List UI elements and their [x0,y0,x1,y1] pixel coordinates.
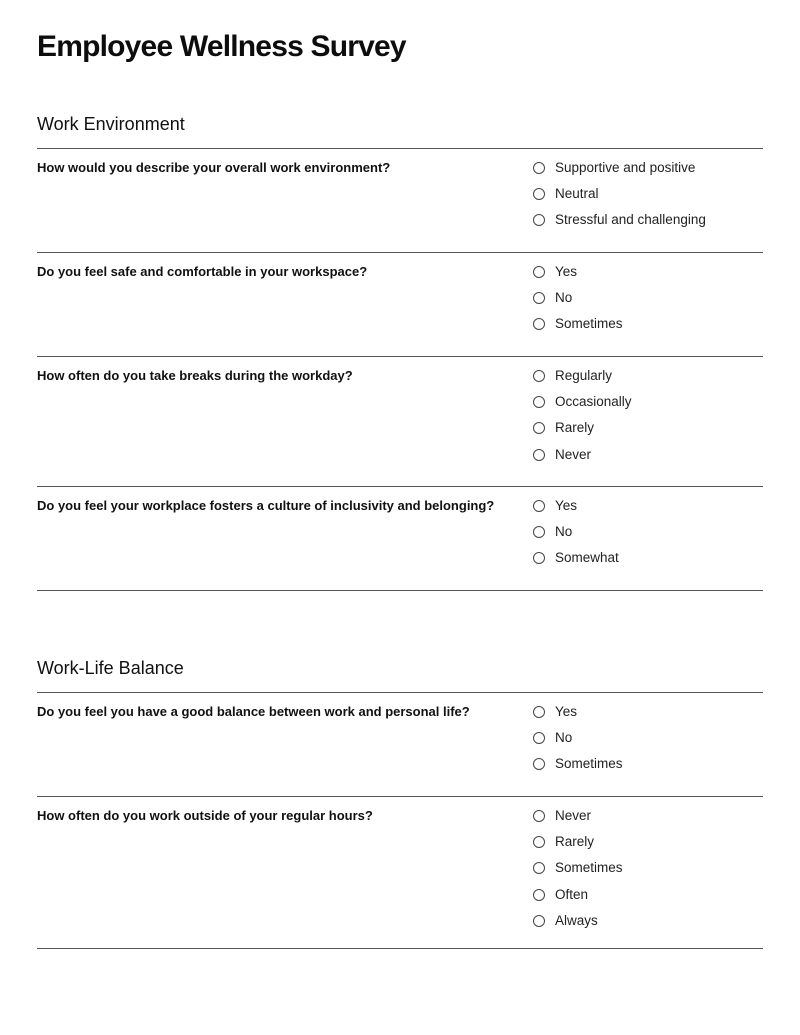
option-label: Often [555,886,589,902]
question-row [37,253,763,357]
option-label: Rarely [555,420,595,436]
radio-button[interactable] [533,810,545,822]
option-label: No [555,730,573,746]
radio-group [533,704,763,796]
radio-option[interactable] [533,207,763,233]
page-title: Employee Wellness Survey [37,30,406,63]
radio-group [533,160,763,252]
option-label: Occasionally [555,394,632,410]
radio-group [533,498,763,590]
radio-button[interactable] [533,162,545,174]
radio-option[interactable] [533,442,763,468]
radio-group [533,368,763,486]
option-label: Regularly [555,368,613,384]
radio-option[interactable] [533,415,763,441]
radio-option[interactable] [533,363,763,389]
radio-option[interactable] [533,493,763,519]
question-row [37,357,763,487]
radio-button[interactable] [533,449,545,461]
question-row [37,487,763,591]
question-row [37,149,763,253]
radio-option[interactable] [533,855,763,881]
radio-button[interactable] [533,526,545,538]
question-text: How would you describe your overall work environment? [37,160,391,175]
option-label: Never [555,446,592,462]
question-row [37,797,763,949]
option-label: Somewhat [555,550,619,566]
radio-option[interactable] [533,545,763,571]
option-label: Sometimes [555,316,623,332]
option-label: Yes [555,704,578,720]
option-label: No [555,290,573,306]
radio-button[interactable] [533,552,545,564]
radio-button[interactable] [533,862,545,874]
option-label: Rarely [555,834,595,850]
radio-button[interactable] [533,422,545,434]
option-label: Yes [555,264,578,280]
radio-button[interactable] [533,889,545,901]
radio-button[interactable] [533,706,545,718]
radio-group [533,808,763,948]
option-label: Neutral [555,186,599,202]
radio-option[interactable] [533,389,763,415]
radio-button[interactable] [533,266,545,278]
radio-button[interactable] [533,214,545,226]
radio-button[interactable] [533,318,545,330]
question-row [37,693,763,797]
radio-option[interactable] [533,181,763,207]
section-title: Work-Life Balance [37,658,184,678]
option-label: Always [555,912,598,928]
radio-option[interactable] [533,259,763,285]
radio-button[interactable] [533,370,545,382]
radio-button[interactable] [533,396,545,408]
radio-option[interactable] [533,311,763,337]
question-text: How often do you take breaks during the workday? [37,368,353,383]
option-label: Supportive and positive [555,160,696,176]
option-label: No [555,524,573,540]
radio-option[interactable] [533,285,763,311]
question-text: Do you feel safe and comfortable in your workspace? [37,264,368,279]
option-label: Sometimes [555,860,623,876]
question-text: Do you feel your workplace fosters a culture of inclusivity and belonging? [37,498,495,513]
radio-option[interactable] [533,751,763,777]
section-work-environment [37,111,763,591]
radio-option[interactable] [533,519,763,545]
radio-option[interactable] [533,725,763,751]
radio-button[interactable] [533,500,545,512]
radio-option[interactable] [533,699,763,725]
option-label: Sometimes [555,756,623,772]
radio-button[interactable] [533,836,545,848]
radio-option[interactable] [533,803,763,829]
radio-button[interactable] [533,292,545,304]
radio-option[interactable] [533,882,763,908]
radio-option[interactable] [533,908,763,934]
radio-option[interactable] [533,155,763,181]
section-work-life-balance [37,655,763,949]
option-label: Yes [555,498,578,514]
radio-button[interactable] [533,758,545,770]
radio-group [533,264,763,356]
section-title: Work Environment [37,114,185,134]
option-label: Never [555,808,592,824]
question-text: How often do you work outside of your regular hours? [37,808,373,823]
radio-button[interactable] [533,188,545,200]
radio-button[interactable] [533,915,545,927]
option-label: Stressful and challenging [555,212,706,228]
radio-option[interactable] [533,829,763,855]
question-text: Do you feel you have a good balance between work and personal life? [37,704,470,719]
radio-button[interactable] [533,732,545,744]
